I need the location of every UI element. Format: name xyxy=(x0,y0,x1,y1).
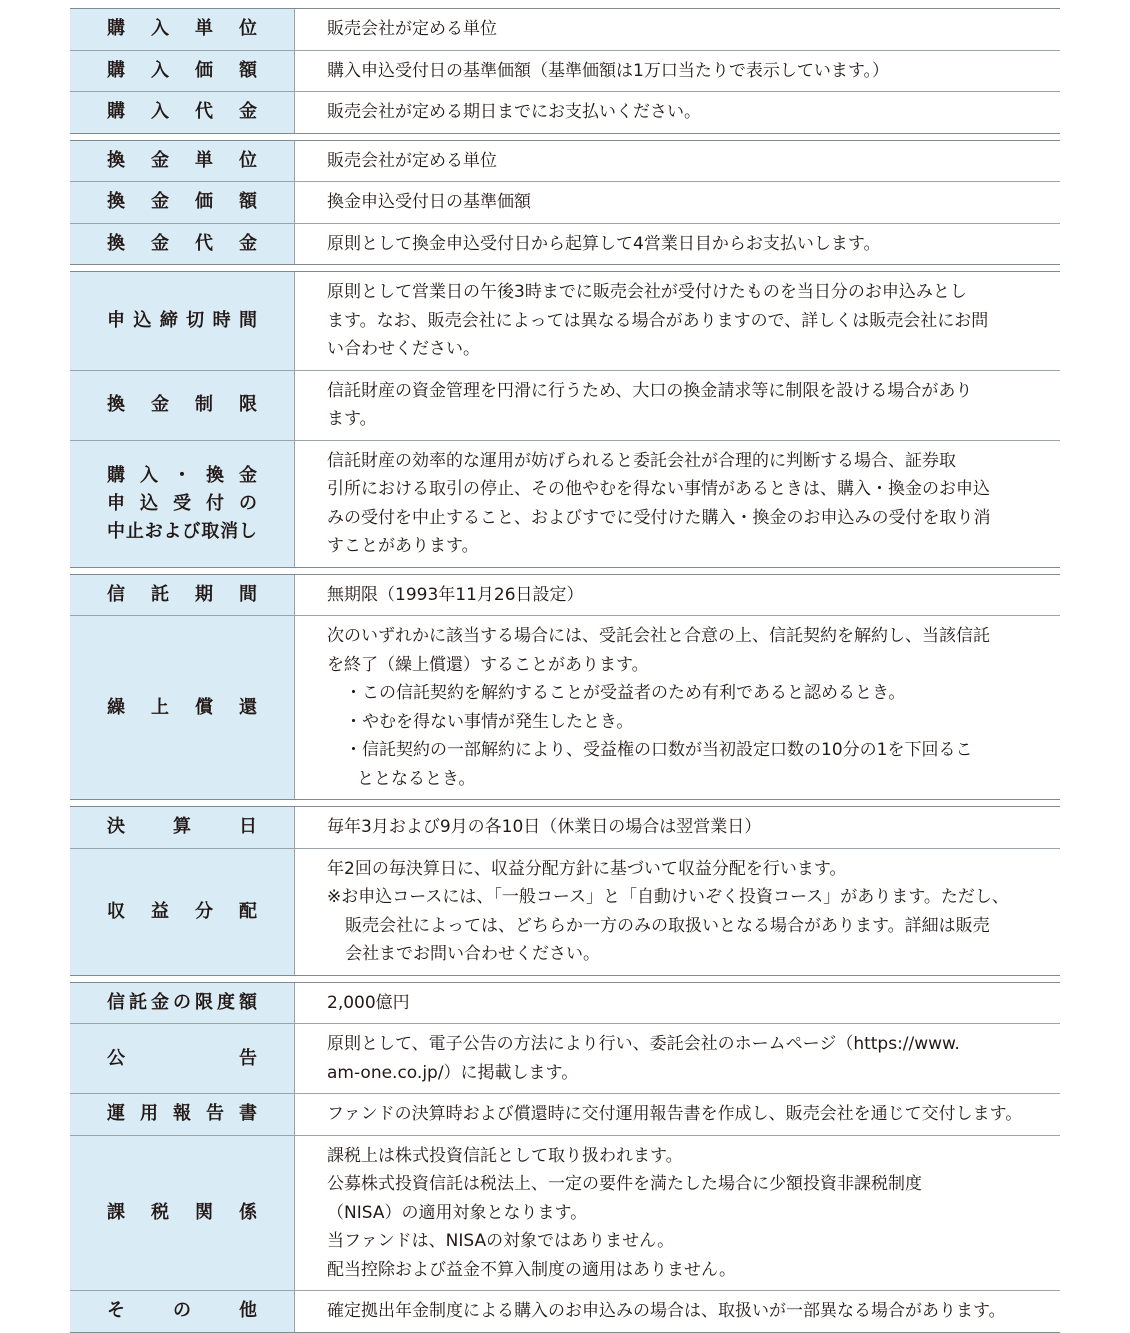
row-value xyxy=(295,575,1060,616)
row-label-line: 換 金 価 額 xyxy=(107,191,257,213)
row-label-line: 購 入 価 額 xyxy=(107,59,257,81)
table-group xyxy=(70,806,1060,976)
row-label-line: 収 益 分 配 xyxy=(107,900,257,922)
table-row xyxy=(70,224,1060,265)
table-row xyxy=(70,272,1060,371)
row-value xyxy=(295,1094,1060,1135)
row-value xyxy=(295,51,1060,92)
row-value xyxy=(295,1024,1060,1093)
table-row xyxy=(70,9,1060,51)
row-value xyxy=(295,272,1060,370)
row-value-line: ます。 xyxy=(327,409,377,429)
row-value-line: 販売会社によっては、どちらか一方のみの取扱いとなる場合があります。詳細は販売 xyxy=(345,915,990,936)
row-value xyxy=(295,616,1060,799)
row-label-line: 決 算 日 xyxy=(107,816,257,838)
table-row xyxy=(70,1094,1060,1136)
row-value-line: すことがあります。 xyxy=(327,536,479,556)
row-value xyxy=(295,1291,1060,1332)
row-label xyxy=(70,141,295,182)
row-value-line: （NISA）の適用対象となります。 xyxy=(327,1202,588,1223)
row-value xyxy=(295,92,1060,133)
row-label-line: 換 金 代 金 xyxy=(107,232,257,254)
row-value-line: 配当控除および益金不算入制度の適用はありません。 xyxy=(327,1259,737,1280)
row-label-line: 公 告 xyxy=(107,1047,257,1069)
row-value xyxy=(295,224,1060,265)
row-value xyxy=(295,371,1060,440)
table-row xyxy=(70,1136,1060,1292)
table-row xyxy=(70,983,1060,1025)
row-label xyxy=(70,272,295,370)
row-value-line: 会社までお問い合わせください。 xyxy=(345,944,600,964)
row-value xyxy=(295,182,1060,223)
table-group xyxy=(70,8,1060,134)
row-label-line: 繰 上 償 還 xyxy=(107,696,257,718)
row-label-line: 換 金 制 限 xyxy=(107,394,257,415)
row-value-line: 当ファンドは、NISAの対象ではありません。 xyxy=(327,1231,675,1251)
row-value-line: 販売会社が定める単位 xyxy=(327,150,497,171)
row-value xyxy=(295,441,1060,567)
row-label-line: 申 込 受 付 の xyxy=(107,492,257,514)
row-value-line: い合わせください。 xyxy=(327,339,480,359)
row-value-line: 確定拠出年金制度による購入のお申込みの場合は、取扱いが一部異なる場合があります。 xyxy=(327,1301,1006,1321)
row-value-line: を終了（繰上償還）することがあります。 xyxy=(327,654,649,675)
row-value-line: 年2回の毎決算日に、収益分配方針に基づいて収益分配を行います。 xyxy=(327,858,847,879)
row-value xyxy=(295,141,1060,182)
row-label xyxy=(70,9,295,50)
row-label-line: そ の 他 xyxy=(107,1300,257,1322)
row-value-line: 引所における取引の停止、その他やむを得ない事情があるときは、購入・換金のお申込 xyxy=(327,479,990,499)
row-value-line: 販売会社が定める期日までにお支払いください。 xyxy=(327,102,701,122)
row-value-line: 公募株式投資信託は税法上、一定の要件を満たした場合に少額投資非課税制度 xyxy=(327,1174,922,1194)
row-label-line: 換 金 単 位 xyxy=(107,149,257,171)
row-value-line: ・信託契約の一部解約により、受益権の口数が当初設定口数の10分の1を下回るこ xyxy=(345,740,973,760)
row-label xyxy=(70,807,295,848)
table-row xyxy=(70,807,1060,849)
table-row xyxy=(70,371,1060,441)
table-row xyxy=(70,1024,1060,1094)
row-value-line: 2,000億円 xyxy=(327,992,410,1013)
row-label xyxy=(70,983,295,1024)
row-label xyxy=(70,1024,295,1093)
table-row xyxy=(70,849,1060,975)
row-label xyxy=(70,441,295,567)
row-value-line: みの受付を中止すること、およびすでに受付けた購入・換金のお申込みの受付を取り消 xyxy=(327,507,991,528)
table-row xyxy=(70,92,1060,133)
row-value-line: 信託財産の資金管理を円滑に行うため、大口の換金請求等に制限を設ける場合があり xyxy=(327,380,973,401)
row-value xyxy=(295,983,1060,1024)
row-label xyxy=(70,1291,295,1332)
table-row xyxy=(70,51,1060,93)
table-row xyxy=(70,616,1060,799)
row-value xyxy=(295,807,1060,848)
row-value-line: ・やむを得ない事情が発生したとき。 xyxy=(345,711,634,732)
row-value xyxy=(295,849,1060,975)
row-value-line: 原則として換金申込受付日から起算して4営業日目からお支払いします。 xyxy=(327,233,881,254)
fund-terms-table xyxy=(70,8,1060,1333)
row-value-line: 購入申込受付日の基準価額（基準価額は1万口当たりで表示しています。） xyxy=(327,60,889,81)
row-label-line: 購 入 単 位 xyxy=(107,18,257,40)
row-label xyxy=(70,616,295,799)
row-value-line: 原則として営業日の午後3時までに販売会社が受付けたものを当日分のお申込みとし xyxy=(327,282,967,302)
row-label xyxy=(70,849,295,975)
row-value-line: 原則として、電子公告の方法により行い、委託会社のホームページ（https://www. xyxy=(327,1034,960,1054)
row-value-line: ととなるとき。 xyxy=(357,768,476,789)
row-value-line: 換金申込受付日の基準価額 xyxy=(327,192,531,212)
row-value-line: 次のいずれかに該当する場合には、受託会社と合意の上、信託契約を解約し、当該信託 xyxy=(327,626,990,646)
table-group xyxy=(70,982,1060,1333)
row-value-line: 課税上は株式投資信託として取り扱われます。 xyxy=(327,1145,683,1166)
row-label xyxy=(70,92,295,133)
row-label-line: 信 託 金 の 限 度 額 xyxy=(107,991,257,1013)
table-row xyxy=(70,575,1060,617)
table-group xyxy=(70,271,1060,568)
table-row xyxy=(70,1291,1060,1332)
row-label xyxy=(70,371,295,440)
table-row xyxy=(70,182,1060,224)
row-label xyxy=(70,51,295,92)
row-label xyxy=(70,1136,295,1291)
row-value-line: ファンドの決算時および償還時に交付運用報告書を作成し、販売会社を通じて交付します。 xyxy=(327,1104,1023,1124)
row-label-line: 申 込 締 切 時 間 xyxy=(107,309,257,331)
row-value-line: 無期限（1993年11月26日設定） xyxy=(327,584,584,605)
row-label-line: 信 託 期 間 xyxy=(107,583,257,605)
row-label xyxy=(70,182,295,223)
table-row xyxy=(70,141,1060,183)
row-label xyxy=(70,1094,295,1135)
row-value-line: ・この信託契約を解約することが受益者のため有利であると認めるとき。 xyxy=(345,683,906,703)
row-label-line: 購 入 ・ 換 金 xyxy=(107,464,257,486)
row-value xyxy=(295,1136,1060,1291)
row-value-line: am-one.co.jp/）に掲載します。 xyxy=(327,1062,579,1083)
row-value xyxy=(295,9,1060,50)
table-row xyxy=(70,441,1060,567)
row-label-line: 購 入 代 金 xyxy=(107,101,257,123)
row-value-line: 信託財産の効率的な運用が妨げられると委託会社が合理的に判断する場合、証券取 xyxy=(327,450,956,471)
row-label-line: 中 止 お よ び 取 消 し xyxy=(107,520,257,542)
row-label xyxy=(70,575,295,616)
row-label-line: 運 用 報 告 書 xyxy=(107,1103,257,1125)
row-label-line: 課 税 関 係 xyxy=(107,1201,257,1223)
row-value-line: ます。なお、販売会社によっては異なる場合がありますので、詳しくは販売会社にお問 xyxy=(327,310,989,331)
row-value-line: ※お申込コースには、「一般コース」と「自動けいぞく投資コース」があります。ただし、 xyxy=(327,887,1009,907)
row-value-line: 毎年3月および9月の各10日（休業日の場合は翌営業日） xyxy=(327,817,762,837)
row-value-line: 販売会社が定める単位 xyxy=(327,19,497,39)
table-group xyxy=(70,574,1060,801)
row-label xyxy=(70,224,295,265)
table-group xyxy=(70,140,1060,266)
